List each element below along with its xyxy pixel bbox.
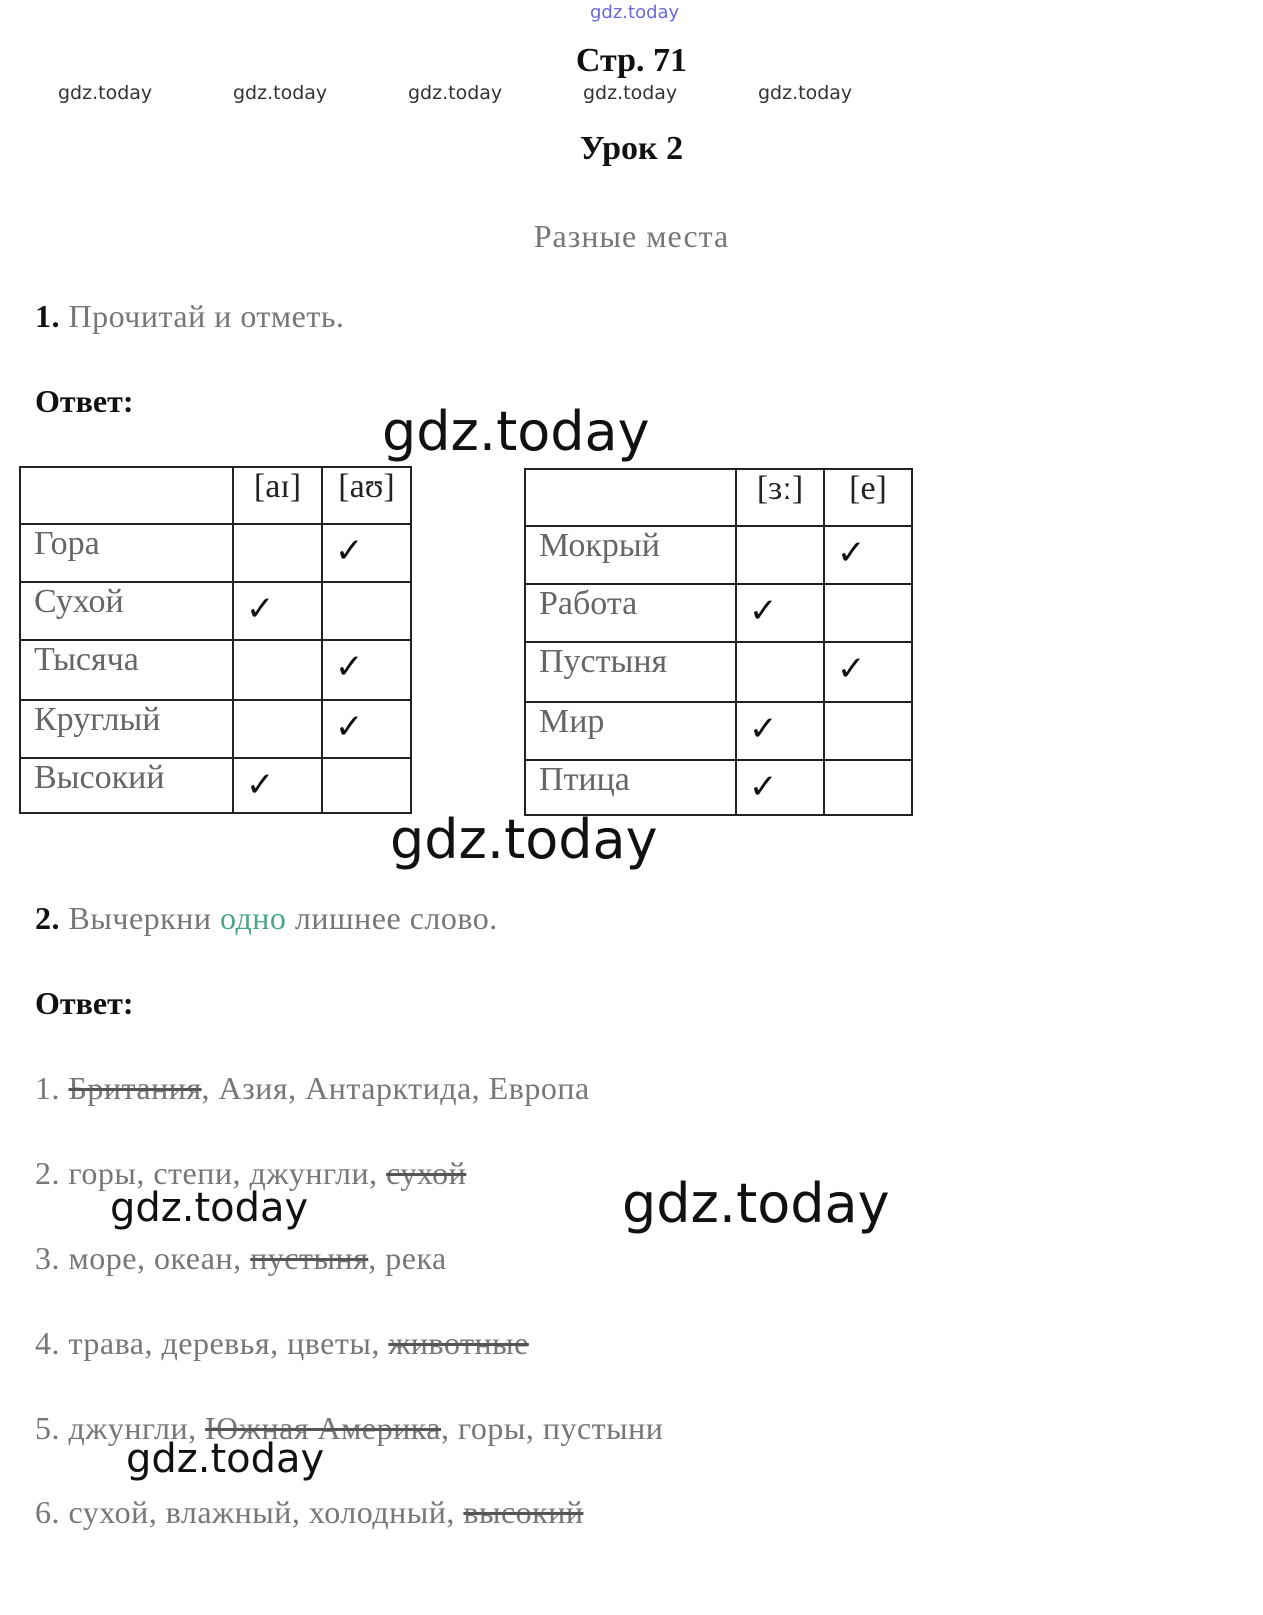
task-2-text-before: Вычеркни	[68, 900, 220, 936]
check-cell: ✓	[322, 700, 411, 758]
check-cell: ✓	[322, 640, 411, 700]
word-cell: Круглый	[20, 700, 233, 758]
check-cell	[322, 582, 411, 640]
answer-line	[35, 1240, 447, 1277]
lesson-title: Урок 2	[579, 130, 684, 167]
word-cell: Высокий	[20, 758, 233, 813]
watermark-small-1: gdz.today	[58, 82, 153, 104]
header-cell-e: [e]	[824, 469, 912, 526]
line-text: сухой, влажный, холодный,	[68, 1494, 464, 1530]
struck-word: Южная Америка	[205, 1410, 441, 1446]
check-cell: ✓	[736, 702, 824, 760]
word-cell: Тысяча	[20, 640, 233, 700]
watermark-big-1: gdz.today	[382, 400, 650, 463]
struck-word: высокий	[463, 1494, 584, 1530]
task-2-text-after: лишнее слово.	[286, 900, 498, 936]
check-cell: ✓	[824, 642, 912, 702]
task-1-number: 1.	[35, 298, 60, 334]
line-number: 4.	[35, 1325, 60, 1361]
header-cell-au: [aʊ]	[322, 467, 411, 524]
check-cell: ✓	[736, 584, 824, 642]
check-cell	[233, 524, 322, 582]
watermark-small-2: gdz.today	[233, 82, 328, 104]
table-row	[525, 526, 912, 584]
answer-label-2: Ответ:	[35, 985, 134, 1021]
table-row	[20, 524, 411, 582]
table-row	[525, 642, 912, 702]
word-cell: Работа	[525, 584, 736, 642]
table-row	[20, 640, 411, 700]
line-text: , река	[368, 1240, 447, 1276]
line-number: 6.	[35, 1494, 60, 1530]
table-row	[20, 758, 411, 813]
line-text: горы, степи, джунгли,	[68, 1155, 387, 1191]
struck-word: пустыня	[250, 1240, 369, 1276]
watermark-big-2: gdz.today	[390, 808, 658, 871]
check-cell	[322, 758, 411, 813]
watermark-small-4: gdz.today	[583, 82, 678, 104]
watermark-big-3: gdz.today	[622, 1172, 890, 1235]
check-cell: ✓	[233, 758, 322, 813]
task-2	[35, 900, 498, 937]
word-cell: Пустыня	[525, 642, 736, 702]
word-cell: Мир	[525, 702, 736, 760]
header-cell-er: [ɜː]	[736, 469, 824, 526]
watermark-mid-1: gdz.today	[110, 1185, 309, 1231]
word-cell: Сухой	[20, 582, 233, 640]
table-row	[20, 700, 411, 758]
table-header-row	[20, 467, 411, 524]
watermark-small-5: gdz.today	[758, 82, 853, 104]
line-number: 1.	[35, 1070, 60, 1106]
struck-word: животные	[388, 1325, 529, 1361]
check-cell: ✓	[736, 760, 824, 815]
check-cell	[824, 702, 912, 760]
table-row	[525, 702, 912, 760]
check-cell	[233, 640, 322, 700]
line-number: 5.	[35, 1410, 60, 1446]
word-cell: Гора	[20, 524, 233, 582]
page-title: Стр. 71	[575, 42, 688, 79]
check-cell	[736, 642, 824, 702]
check-cell	[736, 526, 824, 584]
answer-line	[35, 1070, 590, 1107]
line-text: джунгли,	[68, 1410, 206, 1446]
task-2-highlight: одно	[219, 900, 287, 936]
line-text: трава, деревья, цветы,	[68, 1325, 389, 1361]
answer-line	[35, 1494, 583, 1531]
word-cell: Мокрый	[525, 526, 736, 584]
line-text: море, океан,	[68, 1240, 251, 1276]
table-row	[20, 582, 411, 640]
header-cell-empty	[20, 467, 233, 524]
line-number: 2.	[35, 1155, 60, 1191]
line-text: , горы, пустыни	[441, 1410, 664, 1446]
line-number: 3.	[35, 1240, 60, 1276]
task-2-number: 2.	[35, 900, 60, 936]
check-cell	[824, 760, 912, 815]
word-cell: Птица	[525, 760, 736, 815]
watermark-top: gdz.today	[590, 2, 680, 23]
check-cell: ✓	[824, 526, 912, 584]
struck-word: Британия	[68, 1070, 202, 1106]
struck-word: сухой	[386, 1155, 467, 1191]
table-header-row	[525, 469, 912, 526]
subtitle: Разные места	[533, 218, 730, 254]
header-cell-ai: [aɪ]	[233, 467, 322, 524]
watermark-small-3: gdz.today	[408, 82, 503, 104]
line-text: , Азия, Антарктида, Европа	[201, 1070, 590, 1106]
check-cell	[233, 700, 322, 758]
answer-label-1: Ответ:	[35, 383, 134, 419]
check-cell: ✓	[233, 582, 322, 640]
answer-line	[35, 1325, 529, 1362]
check-cell	[824, 584, 912, 642]
check-cell: ✓	[322, 524, 411, 582]
table-row	[525, 584, 912, 642]
task-1	[35, 298, 344, 335]
sound-table-left	[19, 466, 412, 814]
header-cell-empty	[525, 469, 736, 526]
sound-table-right	[524, 468, 913, 816]
task-1-text: Прочитай и отметь.	[68, 298, 345, 334]
watermark-mid-2: gdz.today	[126, 1436, 325, 1482]
table-row	[525, 760, 912, 815]
